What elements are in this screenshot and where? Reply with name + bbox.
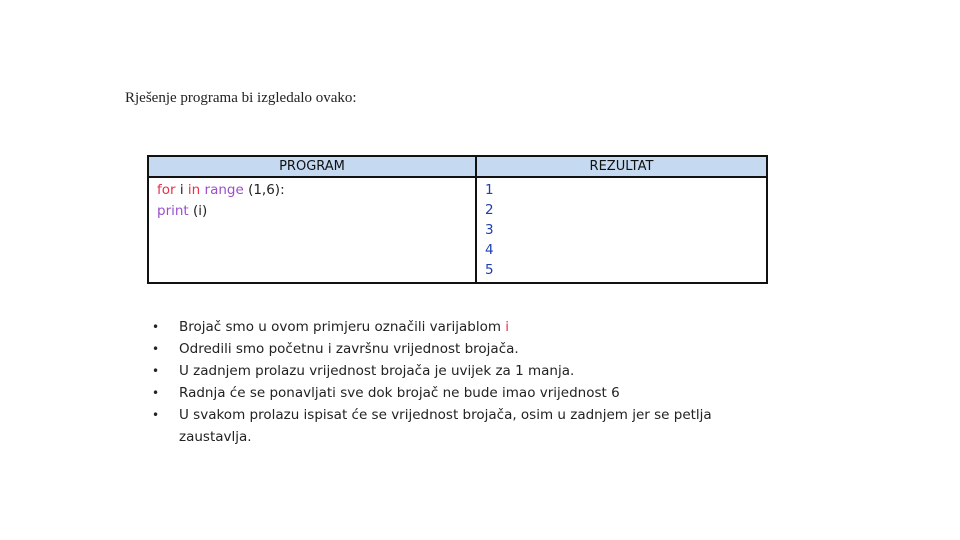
list-item — [152, 316, 772, 338]
note-text: Radnja će se ponavljati sve dok brojač ne bude imao vrijednost 6 — [179, 385, 620, 401]
code-line-for — [157, 180, 467, 201]
note-text: Odredili smo početnu i završnu vrijednost brojača. — [179, 341, 519, 357]
keyword-for: for — [157, 182, 176, 198]
keyword-range: range — [204, 182, 244, 198]
result-value: 3 — [485, 222, 494, 238]
program-column-header: PROGRAM — [148, 156, 476, 177]
notes-list — [152, 316, 772, 448]
program-result-table — [147, 155, 768, 284]
print-args: (i) — [188, 203, 208, 219]
result-value: 4 — [485, 242, 494, 258]
program-cell — [148, 177, 476, 283]
bullet-icon: • — [152, 342, 160, 356]
keyword-print: print — [157, 203, 189, 219]
result-value: 1 — [485, 182, 494, 198]
loop-variable: i — [175, 182, 188, 198]
list-item — [152, 382, 772, 404]
list-item — [152, 360, 772, 382]
result-column-header: REZULTAT — [476, 156, 767, 177]
keyword-in: in — [187, 182, 201, 198]
list-item — [152, 404, 772, 448]
result-cell — [476, 177, 767, 283]
bullet-icon: • — [152, 364, 160, 378]
note-variable: i — [505, 319, 510, 335]
note-text: Brojač smo u ovom primjeru označili varijablom — [179, 319, 506, 335]
code-line-print — [157, 201, 467, 222]
list-item — [152, 338, 772, 360]
bullet-icon: • — [152, 386, 160, 400]
result-value: 2 — [485, 202, 494, 218]
result-value: 5 — [485, 262, 494, 278]
bullet-icon: • — [152, 320, 160, 334]
note-text: U zadnjem prolazu vrijednost brojača je uvijek za 1 manja. — [179, 363, 575, 379]
bullet-icon: • — [152, 408, 160, 422]
range-args: (1,6): — [243, 182, 285, 198]
page-heading: Rješenje programa bi izgledalo ovako: — [125, 90, 357, 106]
note-text: U svakom prolazu ispisat će se vrijednost brojača, osim u zadnjem jer se petlja zaustavlja. — [179, 407, 712, 445]
